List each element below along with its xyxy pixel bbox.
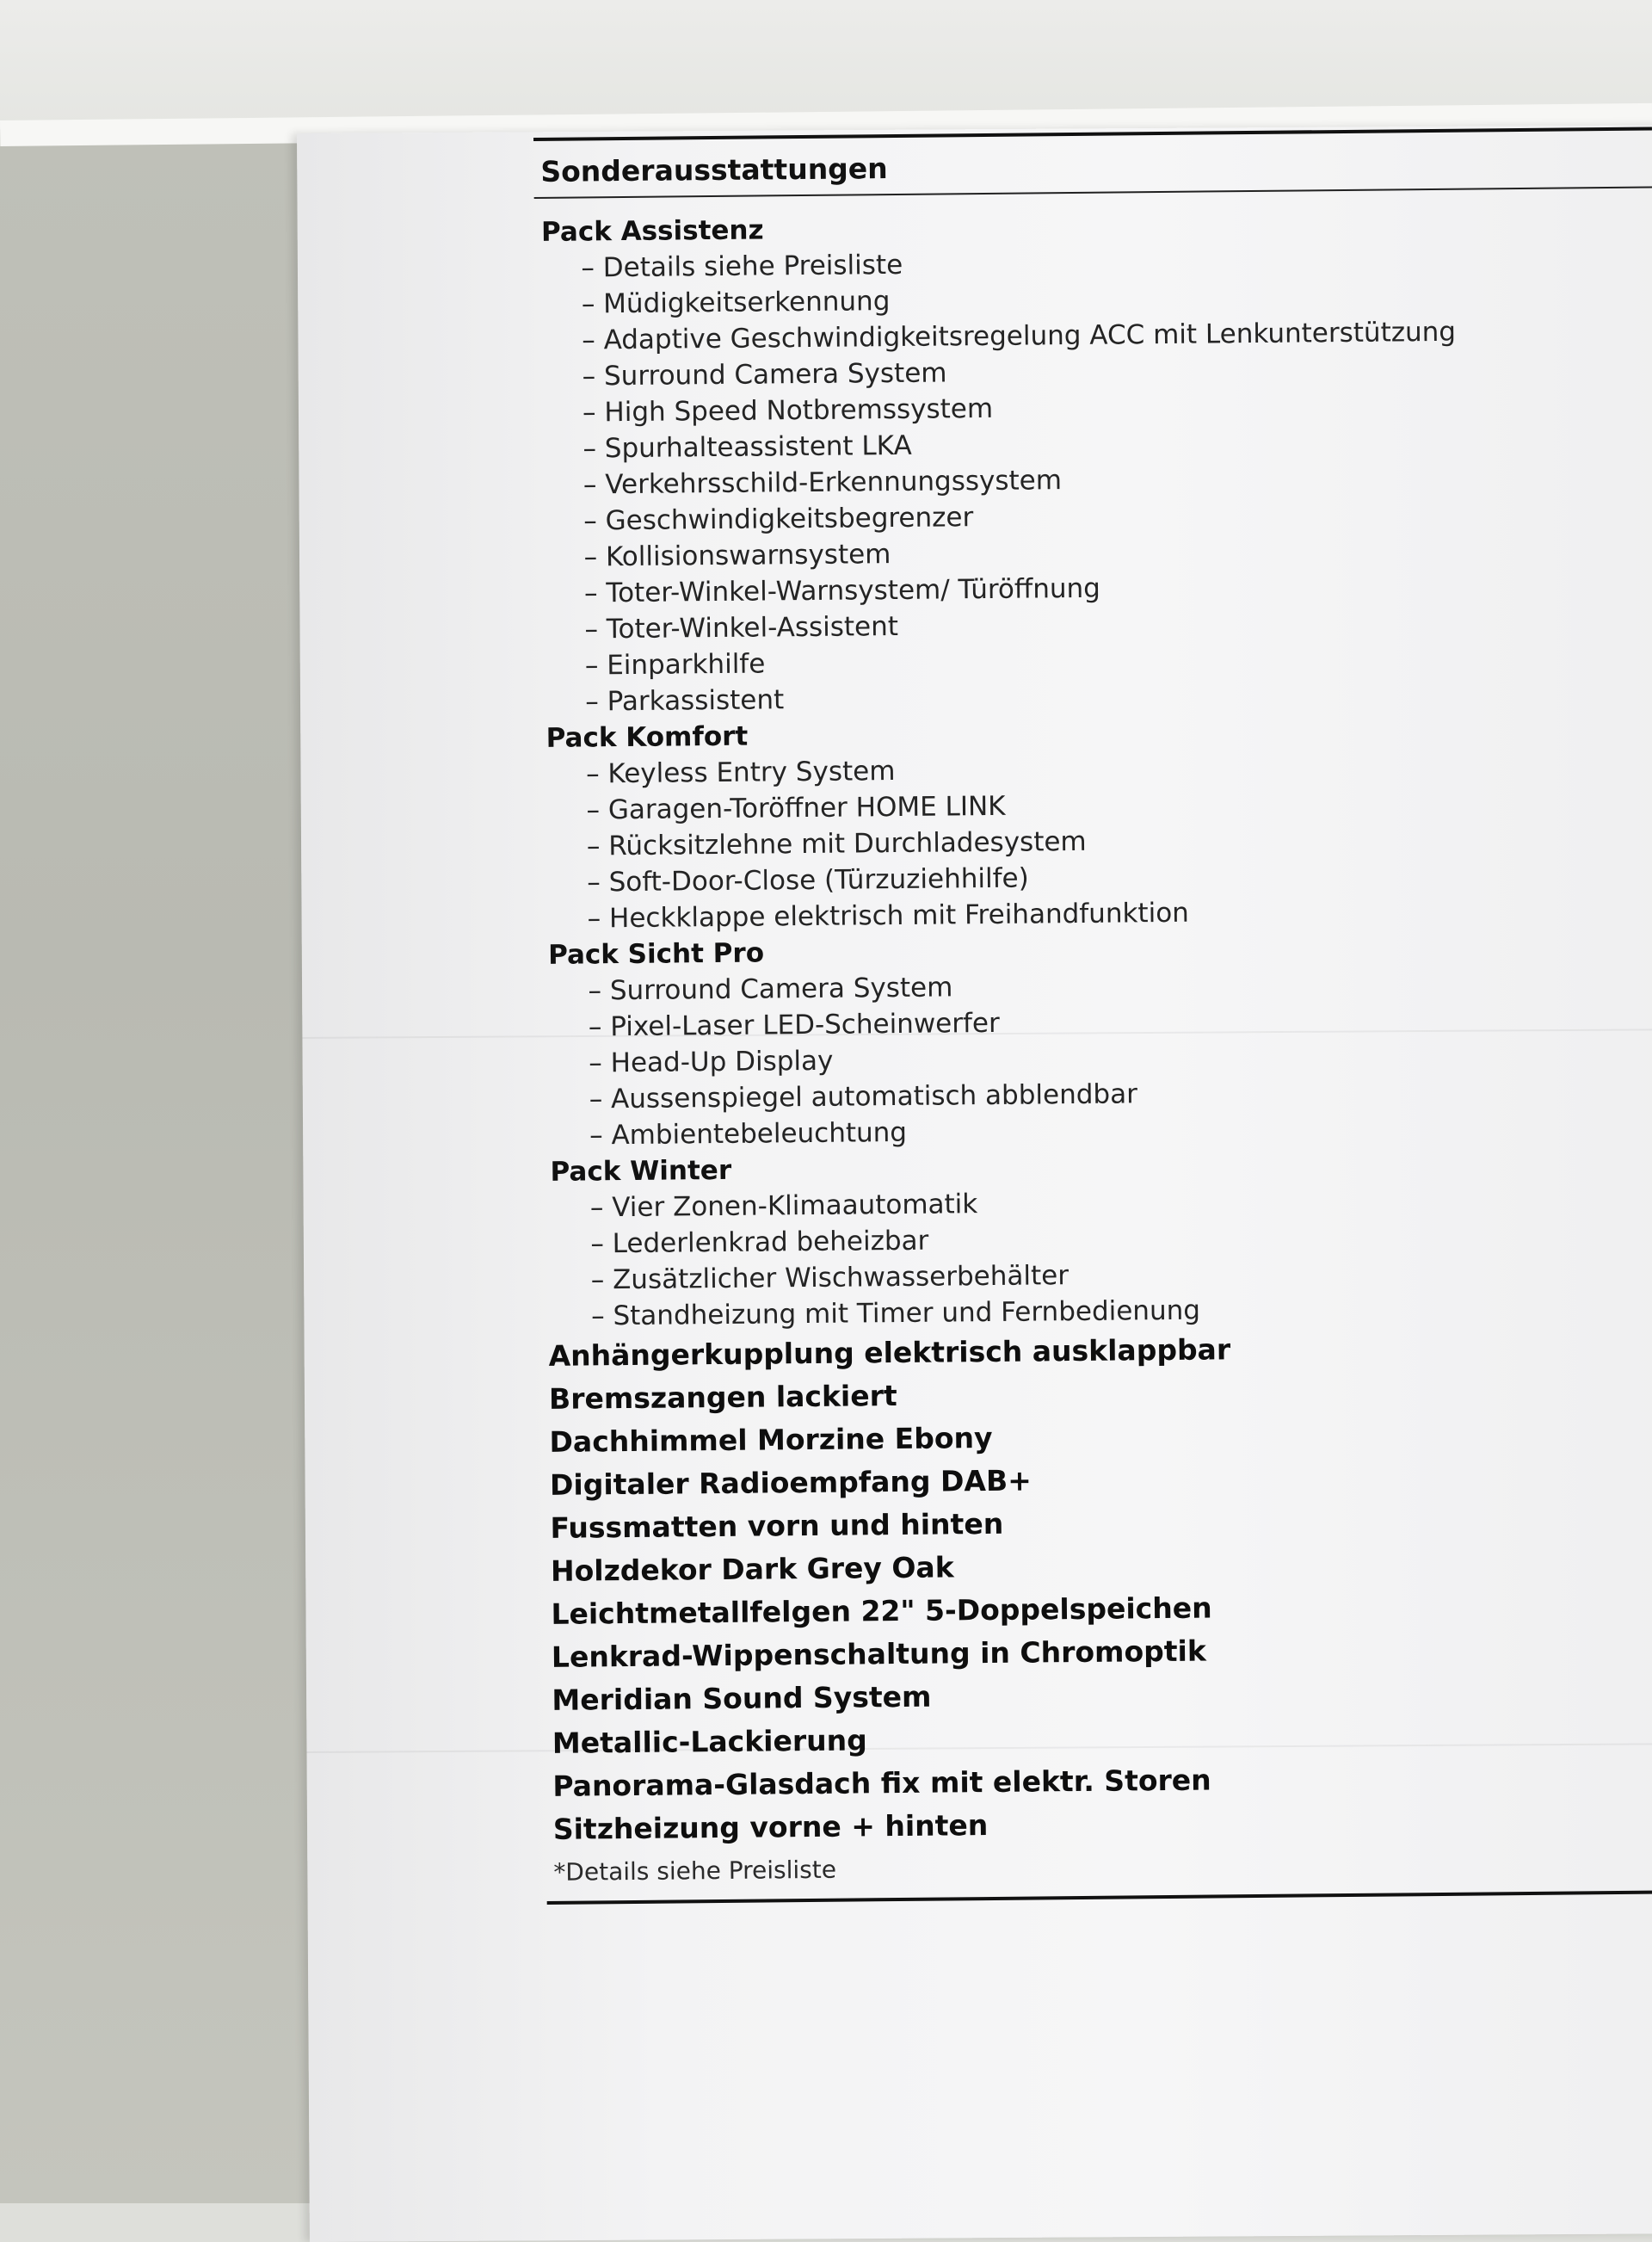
extra-item: Meridian Sound System <box>552 1679 932 1717</box>
pack-item: – Adaptive Geschwindigkeitsregelung ACC mit Lenkunterstützung <box>582 316 1457 356</box>
extra-item: Anhängerkupplung elektrisch ausklappbar <box>548 1332 1231 1373</box>
extra-item: Sitzheizung vorne + hinten <box>552 1808 989 1846</box>
pack-item: – Geschwindigkeitsbegrenzer <box>583 502 974 537</box>
pack-item: – Verkehrsschild-Erkennungssystem <box>583 465 1063 501</box>
pack-item: – Standheizung mit Timer und Fernbedienung <box>590 1294 1201 1332</box>
extra-item: Dachhimmel Morzine Ebony <box>549 1420 993 1459</box>
pack-item: – Rücksitzlehne mit Durchladesystem <box>586 825 1087 862</box>
extra-item: Bremszangen lackiert <box>548 1379 897 1416</box>
pack-item: – Parkassistent <box>585 684 785 718</box>
pack-item: – Heckklappe elektrisch mit Freihandfunktion <box>587 897 1190 935</box>
pack-item: – Details siehe Preisliste <box>581 249 903 284</box>
pack-winter <box>543 1144 1577 1335</box>
extra-item: Metallic-Lackierung <box>552 1723 867 1760</box>
extra-item: Leichtmetallfelgen 22" 5-Doppelspeichen <box>551 1590 1212 1631</box>
pack-item: – Surround Camera System <box>582 357 947 392</box>
pack-title: Pack Komfort <box>546 720 749 754</box>
pack-item: – Keyless Entry System <box>585 755 896 790</box>
pack-title: Pack Sicht Pro <box>547 937 765 971</box>
pack-item: – Kollisionswarnsystem <box>583 539 891 573</box>
extra-item: Lenkrad-Wippenschaltung in Chromoptik <box>551 1634 1206 1674</box>
pack-item: – High Speed Notbremssystem <box>582 392 994 429</box>
pack-item: – Garagen-Toröffner HOME LINK <box>586 790 1006 826</box>
pack-assistenz <box>534 204 1572 720</box>
pack-item: – Zusätzlicher Wischwasserbehälter <box>590 1260 1069 1296</box>
pack-komfort <box>539 710 1573 937</box>
pack-item: – Aussenspiegel automatisch abblendbar <box>589 1078 1138 1115</box>
extras-list <box>545 1325 1582 1850</box>
pack-item: – Surround Camera System <box>588 972 953 1007</box>
extra-item: Panorama-Glasdach fix mit elektr. Storen <box>552 1763 1211 1803</box>
extra-item: Digitaler Radioempfang DAB+ <box>549 1463 1032 1502</box>
pack-item: – Head-Up Display <box>589 1045 834 1079</box>
extra-item: Holzdekor Dark Grey Oak <box>550 1550 954 1588</box>
pack-item: – Einparkhilfe <box>584 648 766 682</box>
pack-item: – Lederlenkrad beheizbar <box>590 1225 929 1260</box>
extra-item: Fussmatten vorn und hinten <box>550 1506 1004 1545</box>
equipment-list <box>533 127 1583 1904</box>
pack-title: Pack Assistenz <box>540 214 764 248</box>
pack-sicht-pro <box>541 927 1575 1154</box>
footnote: *Details siehe Preisliste <box>553 1855 837 1887</box>
pack-item: – Spurhalteassistent LKA <box>583 429 912 465</box>
pack-item: – Toter-Winkel-Assistent <box>584 610 899 645</box>
pack-item: – Pixel-Laser LED-Scheinwerfer <box>588 1007 1000 1043</box>
pack-item: – Müdigkeitserkennung <box>581 286 891 320</box>
pack-title: Pack Winter <box>550 1154 732 1188</box>
pack-item: – Soft-Door-Close (Türzuziehhilfe) <box>587 862 1029 899</box>
pack-item: – Toter-Winkel-Warnsystem/ Türöffnung <box>583 572 1101 609</box>
section-title: Sonderausstattungen <box>540 151 888 188</box>
pack-item: – Vier Zonen-Klimaautomatik <box>589 1189 978 1224</box>
pack-item: – Ambientebeleuchtung <box>589 1116 908 1152</box>
